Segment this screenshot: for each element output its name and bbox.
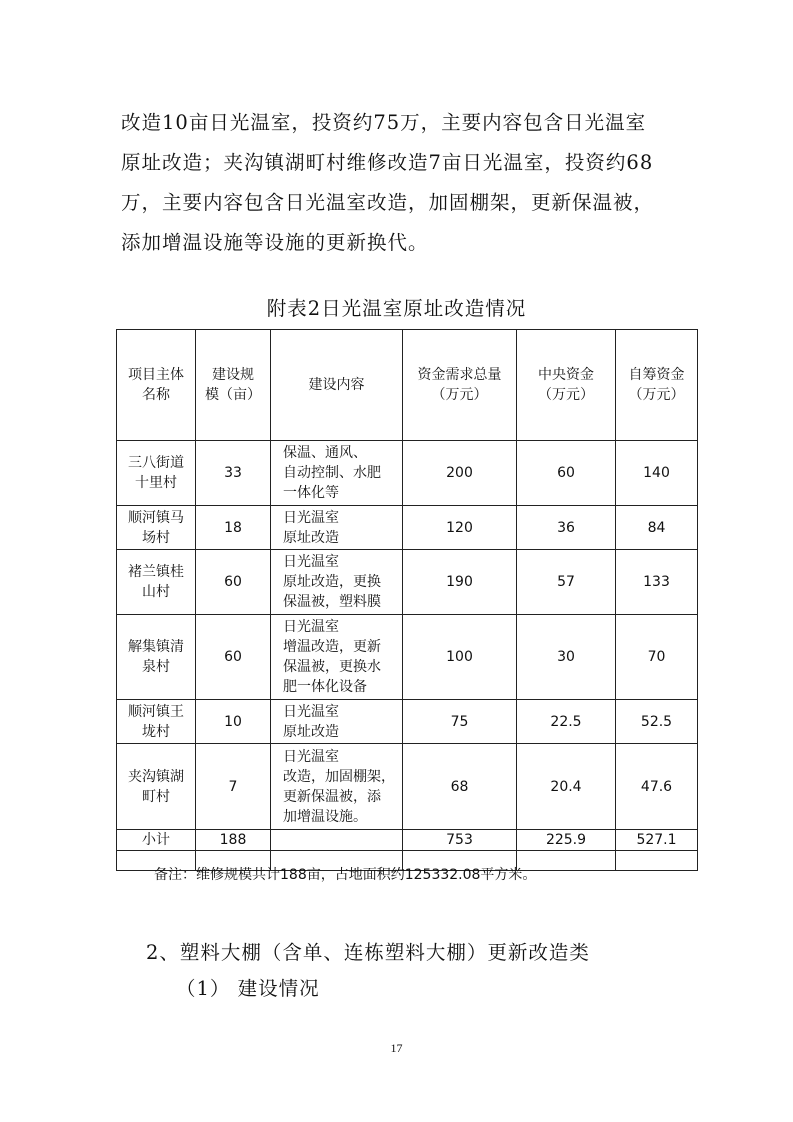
cell-content: 日光温室 原址改造 [283, 509, 339, 546]
cell-central: 30 [557, 649, 575, 665]
paragraph-line: 改造10亩日光温室，投资约75万，主要内容包含日光温室 [121, 111, 647, 134]
cell-central: 22.5 [550, 713, 582, 730]
cell-self: 47.6 [640, 778, 673, 795]
subtotal-central: 225.9 [545, 832, 587, 848]
cell-scale: 60 [224, 574, 242, 590]
paragraph-line: 原址改造；夹沟镇湖町村维修改造7亩日光温室，投资约68 [121, 151, 654, 174]
table-row [117, 744, 698, 830]
table-header-row [117, 330, 698, 441]
table-row [117, 615, 698, 700]
cell-central: 20.4 [550, 778, 582, 795]
table-row [117, 441, 698, 506]
cell-scale: 7 [228, 778, 238, 795]
section-heading: 2、塑料大棚（含单、连栋塑料大棚）更新改造类 [146, 941, 590, 964]
cell-total: 75 [450, 713, 469, 730]
header-cell [117, 330, 196, 441]
table-row [117, 506, 698, 550]
cell-content: 日光温室 原址改造 [283, 703, 339, 740]
header-cell [517, 330, 616, 441]
cell-content: 保温、通风、 自动控制、水肥 一体化等 [283, 445, 381, 501]
header-total-funds: 资金需求总量 （万元） [417, 367, 502, 403]
subtotal-total: 753 [446, 832, 473, 848]
cell-self: 52.5 [640, 713, 673, 730]
header-cell [616, 330, 698, 441]
cell-self: 84 [647, 519, 666, 536]
header-cell [271, 330, 403, 441]
table-note: 备注：维修规模共计188亩，占地面积约125332.08平方米。 [154, 867, 537, 883]
page-number: 17 [390, 1041, 403, 1055]
cell-total: 120 [446, 519, 473, 536]
cell-scale: 10 [224, 713, 242, 730]
cell-name: 褚兰镇桂 山村 [128, 564, 184, 600]
cell-total: 190 [446, 574, 473, 590]
subtotal-label: 小计 [142, 832, 170, 848]
cell-name: 三八街道 十里村 [128, 455, 184, 491]
header-self-funds: 自筹资金 （万元） [628, 367, 685, 403]
cell-name: 顺河镇王 垅村 [128, 703, 184, 740]
cell-scale: 18 [224, 519, 242, 536]
cell-self: 133 [643, 574, 670, 590]
cell-content: 日光温室 改造，加固棚架， 更新保温被，添 加增温设施。 [283, 748, 395, 825]
cell-total: 100 [446, 649, 473, 665]
subtotal-self: 527.1 [636, 832, 677, 848]
cell-total: 68 [450, 778, 469, 795]
cell-name: 夹沟镇湖 町村 [128, 768, 184, 805]
cell-scale: 60 [224, 649, 242, 665]
section-subheading: （1） 建设情况 [176, 977, 320, 1000]
cell-content: 日光温室 增温改造，更新 保温被，更换水 肥一体化设备 [283, 619, 381, 695]
header-central-funds: 中央资金 （万元） [538, 367, 594, 403]
table-row [117, 550, 698, 615]
cell-central: 57 [557, 574, 575, 590]
cell-central: 36 [557, 519, 575, 536]
paragraph-line: 添加增温设施等设施的更新换代。 [121, 231, 429, 254]
cell-name: 解集镇清 泉村 [128, 639, 184, 675]
cell-total: 200 [446, 465, 473, 481]
header-project-name: 项目主体 名称 [128, 367, 184, 403]
paragraph-line: 万，主要内容包含日光温室改造，加固棚架，更新保温被， [121, 191, 655, 214]
table-subtotal-row [117, 830, 698, 851]
table-row [117, 700, 698, 744]
subtotal-scale: 188 [219, 832, 247, 848]
cell-self: 70 [647, 649, 666, 665]
cell-scale: 33 [224, 465, 242, 481]
cell-name: 顺河镇马 场村 [128, 509, 184, 546]
greenhouse-renovation-table [116, 329, 698, 871]
cell-content: 日光温室 原址改造，更换 保温被，塑料膜 [283, 554, 381, 610]
header-content: 建设内容 [308, 377, 365, 393]
cell-central: 60 [557, 465, 575, 481]
cell-self: 140 [643, 465, 670, 481]
header-scale: 建设规 模（亩） [205, 367, 261, 403]
header-cell [196, 330, 271, 441]
header-cell [403, 330, 517, 441]
table-title: 附表2日光温室原址改造情况 [266, 297, 527, 320]
